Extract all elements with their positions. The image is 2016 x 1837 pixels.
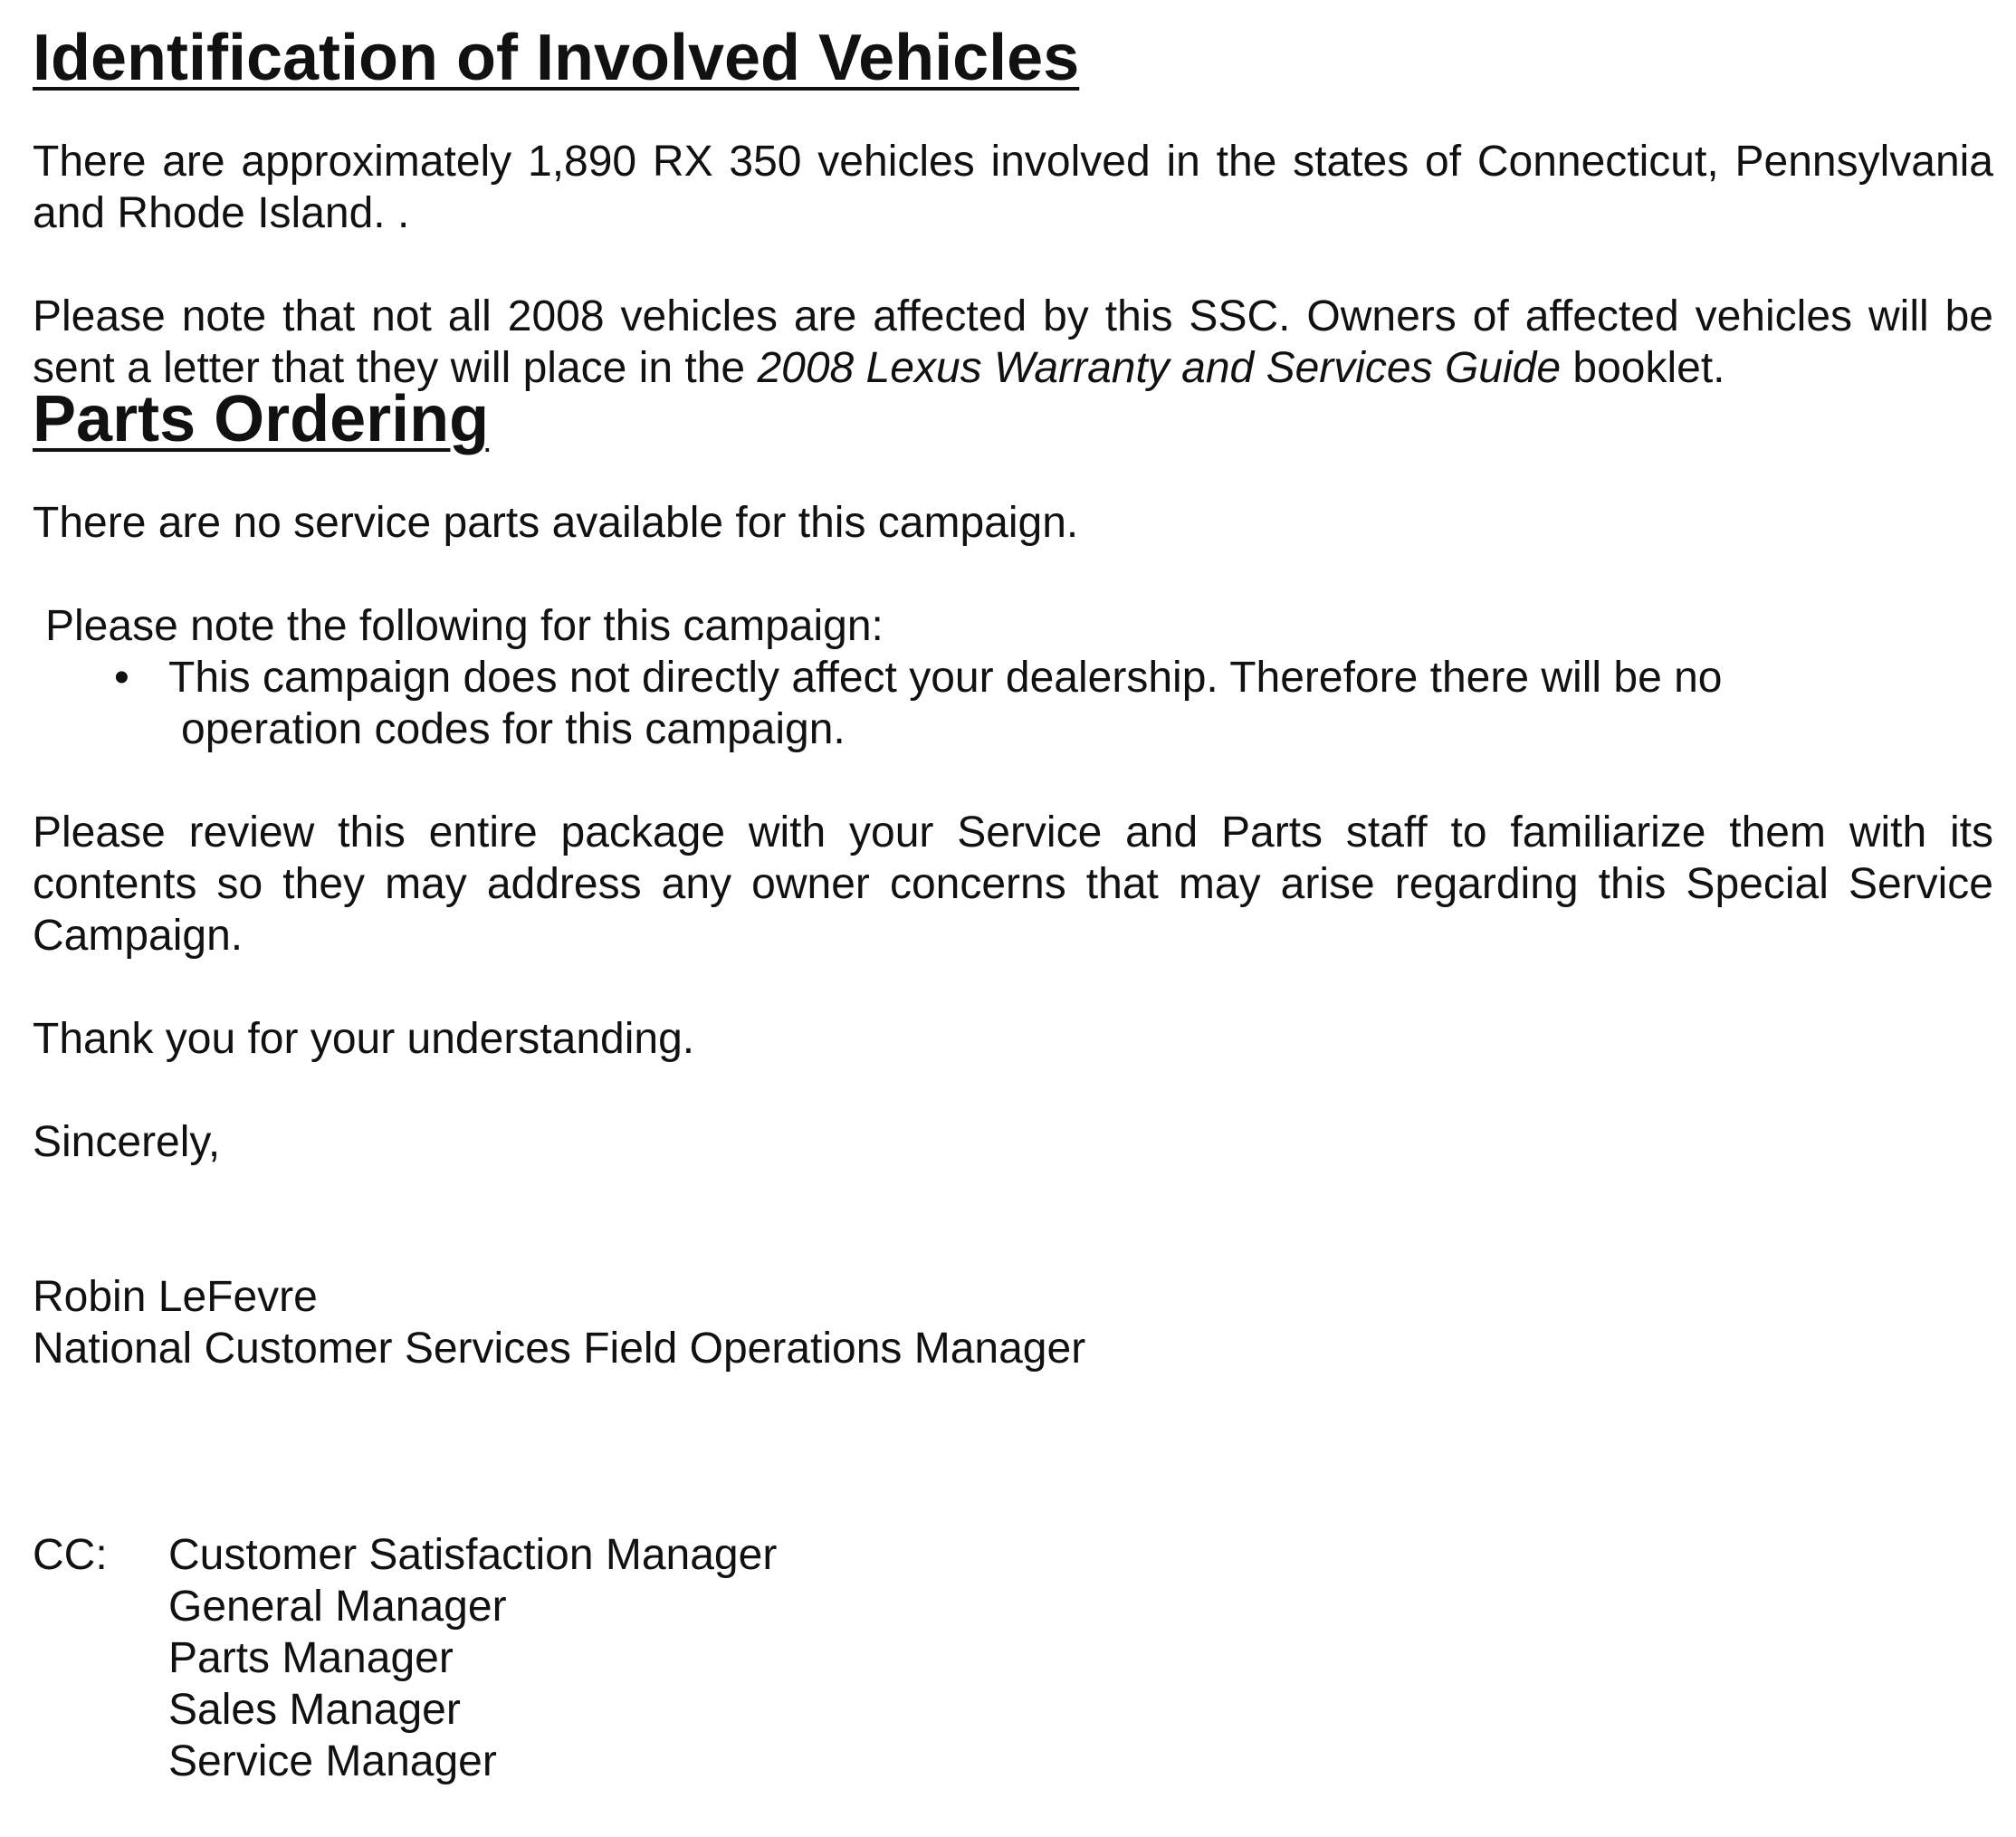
document-body [33,22,1993,1787]
spacer [33,755,1993,807]
paragraph-text-start: Please note that not all 2008 vehicles are affected by this SSC. Owners of affected vehicles will be sent a letter that they will place in the [33,292,1993,392]
cc-recipient-list [168,1529,777,1787]
cc-recipient: Parts Manager [168,1634,454,1682]
spacer [33,239,1993,291]
spacer [33,1168,1993,1271]
heading-parts-ordering: Parts Ordering [33,383,490,455]
paragraph-text-end: booklet. [1561,344,1725,392]
signer-name: Robin LeFevre [33,1273,318,1321]
cc-recipient: Service Manager [168,1737,497,1785]
paragraph-thanks: Thank you for your understanding. [33,1015,695,1063]
bullet-item [33,652,1852,755]
paragraph-review-package: Please review this entire package with your Service and Parts staff to familiarize them with its contents so they may address any owner concerns that may arise regarding this Special Service Campaign. [33,808,1993,960]
cc-label: CC: [33,1531,108,1579]
paragraph-not-all-affected [33,291,1993,394]
bullet-icon: • [114,654,129,702]
spacer [33,1065,1993,1116]
spacer [33,1374,1993,1529]
spacer [33,549,1993,600]
bullet-text-line1: This campaign does not directly affect your dealership. Therefore there will be no [168,654,1723,702]
cc-block [33,1529,1993,1787]
guide-title: 2008 Lexus Warranty and Services Guide [757,344,1562,392]
paragraph-involved-vehicles: There are approximately 1,890 RX 350 vehicles involved in the states of Connecticut, Pennsylvania and Rhode Island. . [33,138,1993,237]
heading-identification: Identification of Involved Vehicles [33,22,1080,94]
paragraph-note-intro: Please note the following for this campaign: [45,602,884,650]
cc-recipient: Customer Satisfaction Manager [168,1531,778,1579]
cc-recipient: Sales Manager [168,1686,461,1734]
cc-recipient: General Manager [168,1583,507,1631]
signer-title: National Customer Services Field Operations Manager [33,1325,1086,1373]
bullet-text-line2: operation codes for this campaign. [181,705,846,753]
paragraph-no-parts: There are no service parts available for this campaign. [33,499,1079,547]
closing-sincerely: Sincerely, [33,1118,221,1166]
spacer [33,962,1993,1013]
